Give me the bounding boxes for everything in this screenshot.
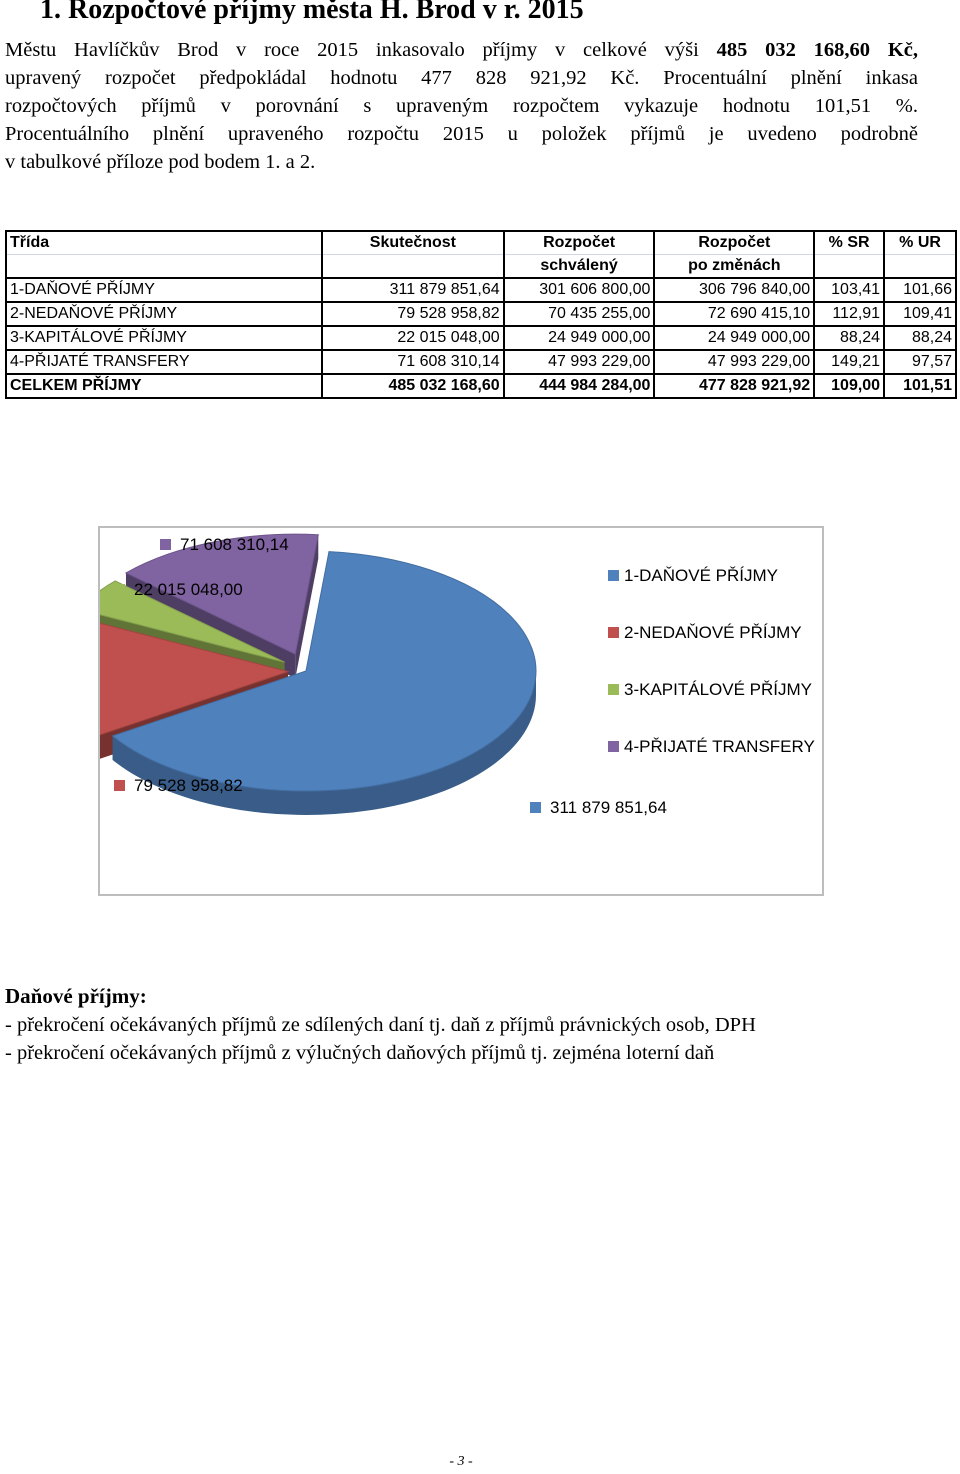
- table-total-row: [6, 374, 956, 398]
- cell-trida: 3-KAPITÁLOVÉ PŘÍJMY: [6, 326, 322, 350]
- data-label-swatch: [114, 780, 125, 791]
- cell-skutecnost: 71 608 310,14: [322, 350, 504, 374]
- cell-trida: 2-NEDAŇOVÉ PŘÍJMY: [6, 302, 322, 326]
- header2-skutecnost: [322, 255, 504, 279]
- cell-pct-ur: 109,41: [884, 302, 956, 326]
- header2-schvaleny: schválený: [504, 255, 655, 279]
- legend-item: [608, 737, 815, 756]
- header2-sr: [814, 255, 884, 279]
- intro-paragraph: [5, 36, 918, 176]
- cell-pct-ur: 88,24: [884, 326, 956, 350]
- legend-swatch: [608, 684, 619, 695]
- legend-label: 1-DAŇOVÉ PŘÍJMY: [624, 566, 778, 585]
- data-label-text: 22 015 048,00: [134, 580, 243, 599]
- data-label-swatch: [530, 802, 541, 813]
- section-title: Daňové příjmy:: [5, 984, 147, 1008]
- intro-line-1: Městu Havlíčkův Brod v roce 2015 inkasovalo příjmy v celkové výši 485 032 168,60 Kč,: [5, 39, 918, 61]
- data-label-swatch: [114, 584, 125, 595]
- cell-pct-sr: 88,24: [814, 326, 884, 350]
- chart-legend: [608, 566, 815, 756]
- legend-item: [608, 623, 802, 642]
- intro-total-amount: 485 032 168,60 Kč,: [716, 39, 918, 61]
- intro-line-4: Procentuálního plnění upraveného rozpočtu 2015 u položek příjmů je uvedeno podrobně: [5, 123, 918, 145]
- cell-pct-sr: 112,91: [814, 302, 884, 326]
- header2-trida: [6, 255, 322, 279]
- legend-label: 4-PŘIJATÉ TRANSFERY: [624, 737, 815, 756]
- intro-line-2: upravený rozpočet předpokládal hodnotu 477 828 921,92 Kč. Procentuální plnění inkasa: [5, 67, 918, 89]
- cell-schvaleny: 47 993 229,00: [504, 350, 655, 374]
- total-schvaleny: 444 984 284,00: [504, 374, 655, 398]
- cell-schvaleny: 70 435 255,00: [504, 302, 655, 326]
- bullet-item: - překročení očekávaných příjmů ze sdílených daní tj. daň z příjmů právnických osob, DPH: [5, 1014, 756, 1036]
- header-rozpocet-po-zmenach: Rozpočet: [654, 231, 814, 255]
- data-label-text: 311 879 851,64: [550, 798, 667, 817]
- cell-skutecnost: 311 879 851,64: [322, 278, 504, 302]
- total-pct-ur: 101,51: [884, 374, 956, 398]
- legend-swatch: [608, 741, 619, 752]
- data-label-swatch: [160, 539, 171, 550]
- header2-po-zmenach: po změnách: [654, 255, 814, 279]
- header-pct-sr: % SR: [814, 231, 884, 255]
- cell-skutecnost: 22 015 048,00: [322, 326, 504, 350]
- total-pct-sr: 109,00: [814, 374, 884, 398]
- total-label: CELKEM PŘÍJMY: [6, 374, 322, 398]
- cell-pct-ur: 101,66: [884, 278, 956, 302]
- cell-po-zmenach: 47 993 229,00: [654, 350, 814, 374]
- table-header-row: [6, 231, 956, 255]
- intro-line-3: rozpočtových příjmů v porovnání s upraveným rozpočtem vykazuje hodnotu 101,51 %.: [5, 95, 918, 117]
- cell-trida: 1-DAŇOVÉ PŘÍJMY: [6, 278, 322, 302]
- header-pct-ur: % UR: [884, 231, 956, 255]
- legend-swatch: [608, 627, 619, 638]
- cell-pct-sr: 149,21: [814, 350, 884, 374]
- header-rozpocet-schvaleny: Rozpočet: [504, 231, 655, 255]
- table-row: [6, 302, 956, 326]
- page-number: - 3 -: [449, 1454, 473, 1469]
- total-po-zmenach: 477 828 921,92: [654, 374, 814, 398]
- legend-swatch: [608, 570, 619, 581]
- bullet-item: - překročení očekávaných příjmů z výlučných daňových příjmů tj. zejména loterní daň: [5, 1042, 715, 1064]
- section-bullets: [5, 1011, 756, 1067]
- cell-pct-sr: 103,41: [814, 278, 884, 302]
- total-skutecnost: 485 032 168,60: [322, 374, 504, 398]
- table-row: [6, 350, 956, 374]
- pie-slice-tops: [100, 534, 536, 791]
- data-label-4: [160, 535, 289, 554]
- intro-line-5: v tabulkové příloze pod bodem 1. a 2.: [5, 151, 316, 173]
- header-trida: Třída: [6, 231, 322, 255]
- table-row: [6, 326, 956, 350]
- header-skutecnost: Skutečnost: [322, 231, 504, 255]
- cell-po-zmenach: 72 690 415,10: [654, 302, 814, 326]
- pie-chart: [98, 526, 824, 896]
- cell-po-zmenach: 24 949 000,00: [654, 326, 814, 350]
- legend-label: 3-KAPITÁLOVÉ PŘÍJMY: [624, 680, 812, 699]
- table-row: [6, 278, 956, 302]
- page-heading: 1. Rozpočtové příjmy města H. Brod v r. 2015: [40, 0, 584, 25]
- table-header-row-2: [6, 255, 956, 279]
- cell-pct-ur: 97,57: [884, 350, 956, 374]
- legend-item: [608, 566, 778, 585]
- data-label-1: [530, 798, 667, 817]
- data-label-text: 71 608 310,14: [180, 535, 289, 554]
- legend-label: 2-NEDAŇOVÉ PŘÍJMY: [624, 623, 802, 642]
- data-label-3: [114, 580, 243, 599]
- cell-trida: 4-PŘIJATÉ TRANSFERY: [6, 350, 322, 374]
- revenue-table: [5, 230, 957, 399]
- cell-schvaleny: 24 949 000,00: [504, 326, 655, 350]
- cell-po-zmenach: 306 796 840,00: [654, 278, 814, 302]
- header2-ur: [884, 255, 956, 279]
- cell-schvaleny: 301 606 800,00: [504, 278, 655, 302]
- data-label-2: [114, 776, 243, 795]
- pie-chart-svg: [100, 528, 822, 894]
- data-label-text: 79 528 958,82: [134, 776, 243, 795]
- legend-item: [608, 680, 812, 699]
- cell-skutecnost: 79 528 958,82: [322, 302, 504, 326]
